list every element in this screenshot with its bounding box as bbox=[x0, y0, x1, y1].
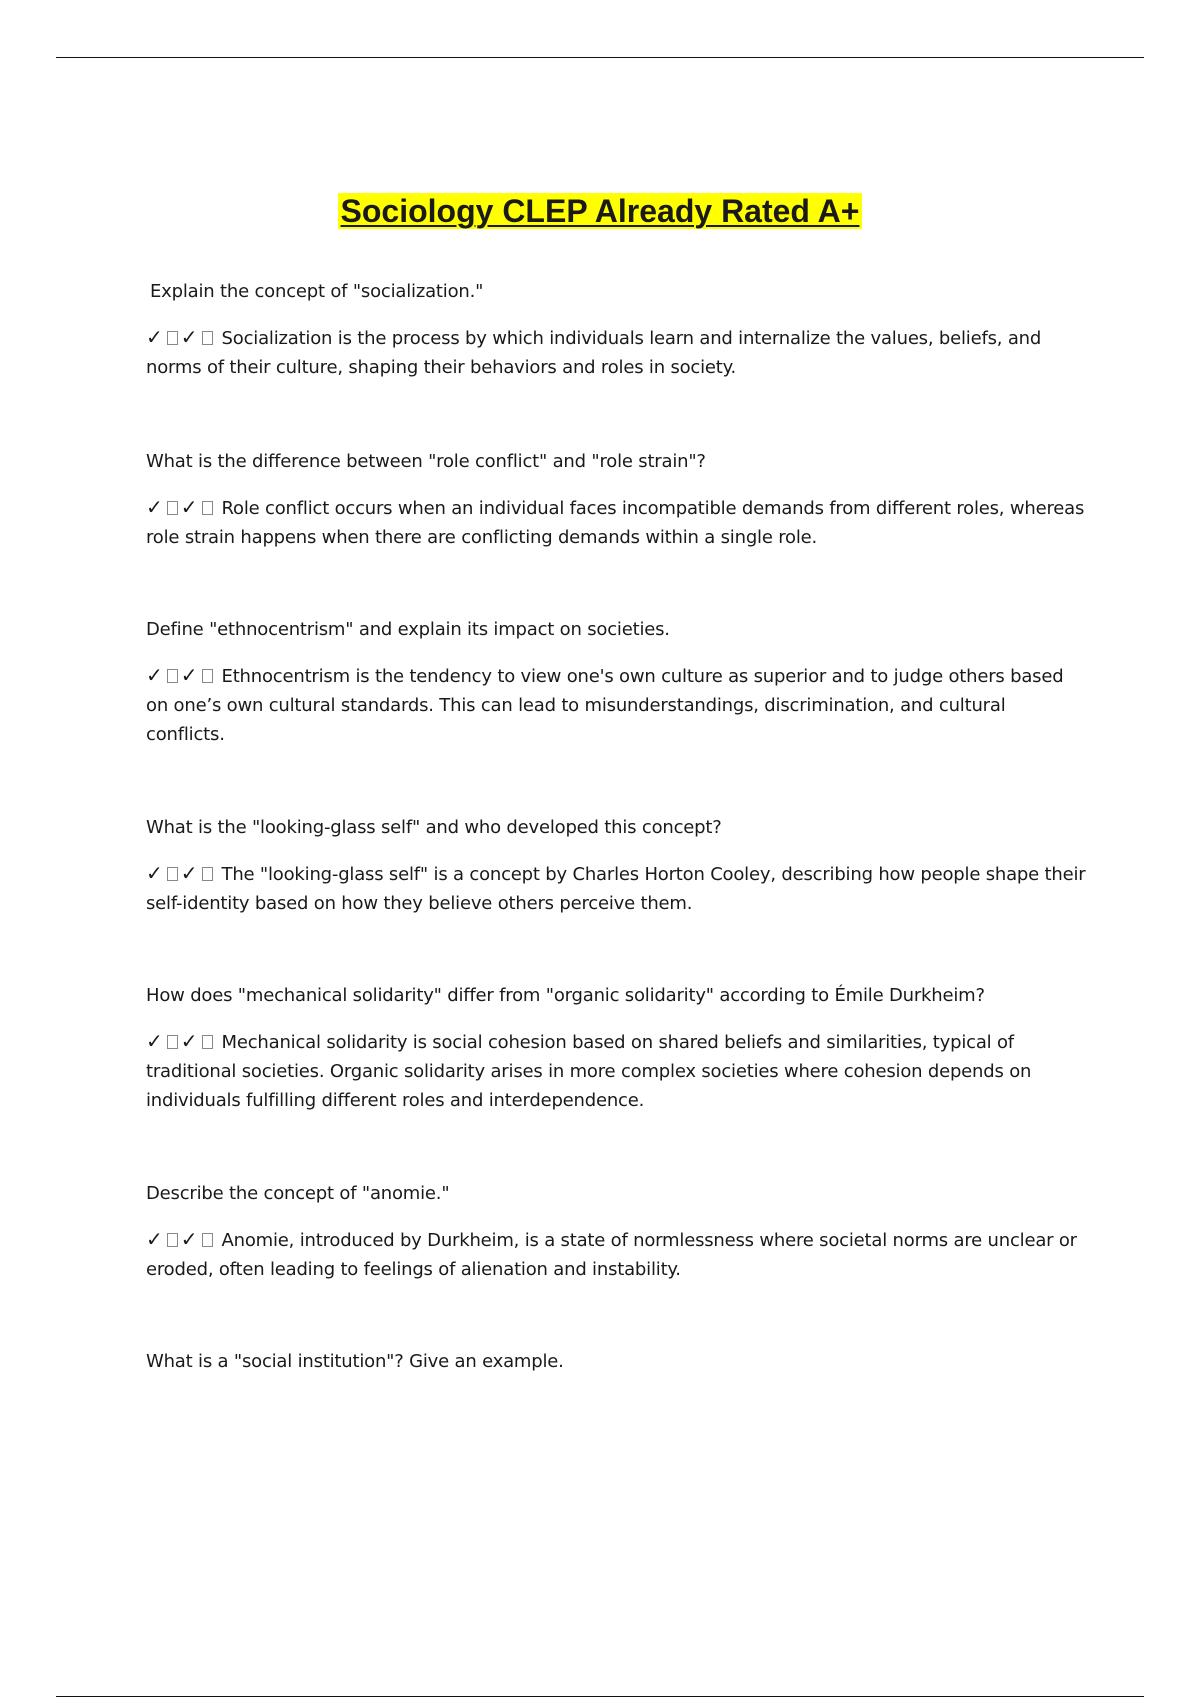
question-text: How does "mechanical solidarity" differ from "organic solidarity" according to Émile Durkheim? bbox=[146, 985, 985, 1006]
check-mark-icon: ✓ ✓ bbox=[146, 1029, 216, 1053]
question-text: What is a "social institution"? Give an example. bbox=[146, 1351, 564, 1372]
answer-paragraph bbox=[146, 493, 1086, 552]
answer-text: The "looking-glass self" is a concept by Charles Horton Cooley, describing how people shape their self-identity based on how they believe others perceive them. bbox=[146, 864, 1086, 914]
question-text: Explain the concept of "socialization." bbox=[150, 281, 484, 302]
answer-paragraph bbox=[146, 1225, 1086, 1284]
qa-item-5 bbox=[146, 982, 1086, 1115]
check-mark-icon: ✓ ✓ bbox=[146, 495, 216, 519]
qa-item-2 bbox=[146, 448, 1086, 552]
check-mark-icon: ✓ ✓ bbox=[146, 325, 216, 349]
answer-text: Mechanical solidarity is social cohesion based on shared beliefs and similarities, typical of traditional societies. Organic solidarity arises in more complex societies where cohesion depends on individuals fulfilling different roles and interdependence. bbox=[146, 1032, 1032, 1111]
answer-paragraph bbox=[146, 661, 1086, 749]
qa-item-7 bbox=[146, 1348, 1086, 1376]
title-block bbox=[0, 193, 1200, 229]
answer-paragraph bbox=[146, 859, 1086, 918]
answer-paragraph bbox=[146, 323, 1086, 382]
question-text: What is the "looking-glass self" and who developed this concept? bbox=[146, 817, 722, 838]
answer-paragraph bbox=[146, 1027, 1086, 1115]
qa-item-4 bbox=[146, 814, 1086, 918]
question-text: Define "ethnocentrism" and explain its impact on societies. bbox=[146, 619, 670, 640]
check-mark-icon: ✓ ✓ bbox=[146, 1227, 216, 1251]
question-text: Describe the concept of "anomie." bbox=[146, 1183, 450, 1204]
page-title: Sociology CLEP Already Rated A+ bbox=[338, 193, 863, 229]
check-mark-icon: ✓ ✓ bbox=[146, 861, 216, 885]
answer-text: Role conflict occurs when an individual faces incompatible demands from different roles, whereas role strain happens when there are conflicting demands within a single role. bbox=[146, 498, 1085, 548]
check-mark-icon: ✓ ✓ bbox=[146, 663, 216, 687]
answer-text: Ethnocentrism is the tendency to view one's own culture as superior and to judge others based on one’s own cultural standards. This can lead to misunderstandings, discrimination, and cultural conflicts. bbox=[146, 666, 1064, 745]
qa-item-3 bbox=[146, 616, 1086, 749]
question-text: What is the difference between "role conflict" and "role strain"? bbox=[146, 451, 706, 472]
top-rule bbox=[56, 57, 1144, 58]
bottom-rule bbox=[56, 1696, 1144, 1697]
answer-text: Anomie, introduced by Durkheim, is a state of normlessness where societal norms are unclear or eroded, often leading to feelings of alienation and instability. bbox=[146, 1230, 1077, 1280]
qa-item-6 bbox=[146, 1180, 1086, 1284]
answer-text: Socialization is the process by which individuals learn and internalize the values, beliefs, and norms of their culture, shaping their behaviors and roles in society. bbox=[146, 328, 1042, 378]
qa-item-1 bbox=[146, 278, 1086, 382]
